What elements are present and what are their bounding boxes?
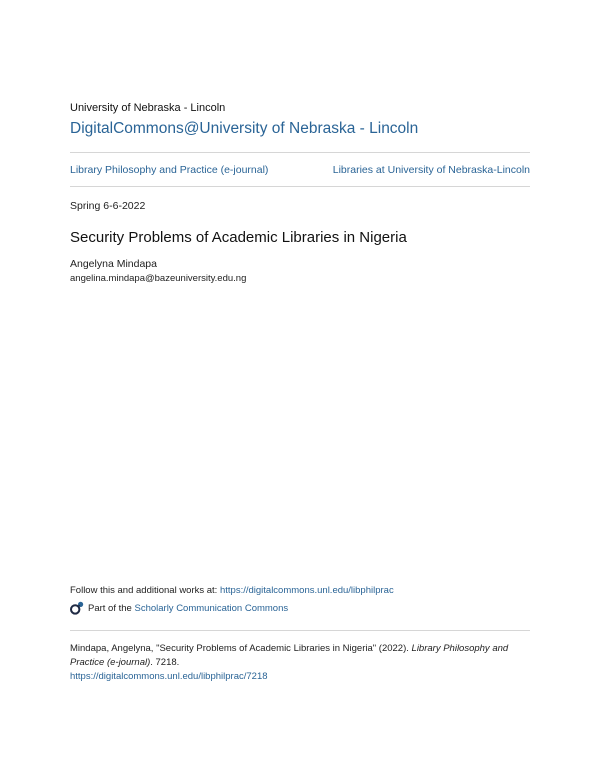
cover-page [70,0,530,776]
part-of-line [70,601,288,615]
author-name: Angelyna Mindapa [70,258,157,270]
journal-link[interactable]: Library Philosophy and Practice (e-journal) [70,164,269,176]
publication-date: Spring 6-6-2022 [70,200,146,212]
author-email: angelina.mindapa@bazeuniversity.edu.ng [70,273,247,284]
institution-name: University of Nebraska - Lincoln [70,102,226,114]
citation-url-link[interactable]: https://digitalcommons.unl.edu/libphilprac/7218 [70,671,268,682]
divider [70,630,530,631]
libraries-link[interactable]: Libraries at University of Nebraska-Lincoln [332,164,530,176]
article-title: Security Problems of Academic Libraries in Nigeria [70,229,407,246]
citation-journal: Library Philosophy and Practice (e-journal) [70,643,509,668]
repository-link[interactable]: DigitalCommons@University of Nebraska - Lincoln [70,120,419,137]
citation-suffix: . 7218. [150,657,180,668]
citation-prefix: Mindapa, Angelyna, "Security Problems of Academic Libraries in Nigeria" (2022). [70,643,412,654]
citation-block [70,642,530,684]
part-prefix: Part of the [88,602,132,614]
divider [70,186,530,187]
collection-links [70,164,530,176]
follow-url-link[interactable]: https://digitalcommons.unl.edu/libphilprac [219,585,394,596]
commons-network-icon [70,601,84,615]
divider [70,152,530,153]
scholarly-communication-link[interactable]: Scholarly Communication Commons [134,602,289,614]
follow-line [70,585,394,596]
follow-prefix: Follow this and additional works at: [70,585,220,596]
